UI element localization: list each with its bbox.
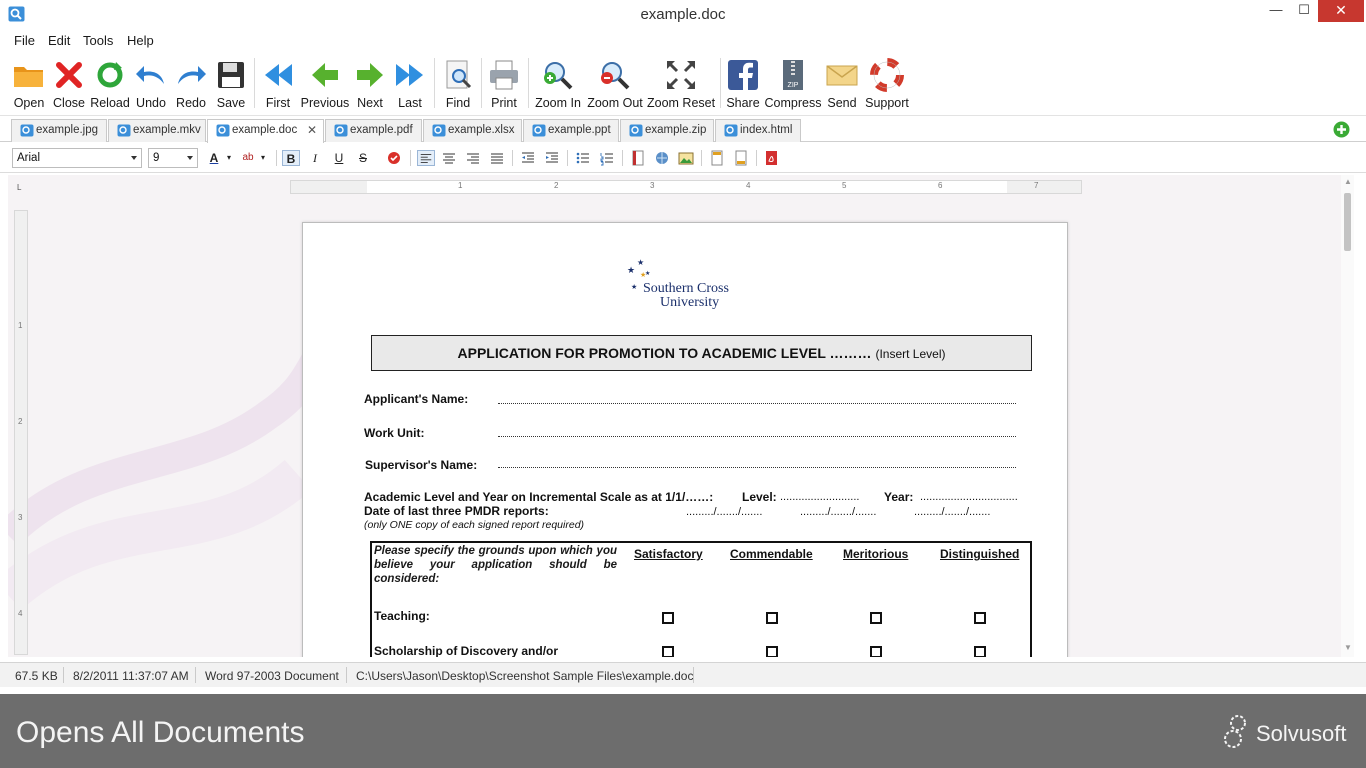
minimize-button[interactable]: —	[1269, 2, 1283, 17]
pmdr-date-1[interactable]: ........./......./.......	[686, 506, 763, 518]
col-commendable: Commendable	[730, 547, 813, 561]
ruler-number: 6	[938, 181, 943, 190]
status-separator	[63, 667, 64, 683]
close-button[interactable]	[50, 54, 88, 114]
last-label: Last	[398, 96, 422, 110]
supervisor-name-label: Supervisor's Name:	[365, 458, 478, 472]
print-button[interactable]	[486, 54, 522, 114]
level-label: Level:	[742, 490, 777, 504]
form-title	[371, 335, 1032, 371]
save-label: Save	[216, 96, 246, 110]
save-button[interactable]	[213, 54, 249, 114]
tab-file-icon	[20, 124, 34, 137]
col-distinguished: Distinguished	[940, 547, 1020, 561]
font-color-button[interactable]: A	[209, 151, 219, 165]
footer-icon[interactable]	[732, 150, 750, 166]
find-button[interactable]	[440, 54, 476, 114]
tab-example-ppt[interactable]	[523, 119, 619, 142]
year-line[interactable]: ................................	[920, 491, 1018, 503]
share-label: Share	[726, 96, 760, 110]
last-button[interactable]	[392, 54, 428, 114]
zoom-in-label: Zoom In	[535, 96, 581, 110]
tab-index-html[interactable]	[715, 119, 801, 142]
promo-banner	[0, 694, 1366, 768]
tab-example-doc[interactable]	[207, 119, 324, 143]
compress-label: Compress	[764, 96, 822, 110]
tab-label: example.xlsx	[448, 124, 515, 136]
close-x-icon	[52, 58, 86, 92]
tab-file-icon	[724, 124, 738, 137]
copy-note: (only ONE copy of each signed report required)	[364, 519, 585, 531]
checkbox-teaching-distinguished[interactable]	[974, 612, 986, 624]
checkbox-scholarship-satisfactory[interactable]	[662, 646, 674, 657]
toolbar-separator	[512, 150, 513, 166]
strikethrough-button[interactable]: S	[358, 151, 367, 165]
redo-button[interactable]	[173, 54, 209, 114]
form-title-insert: (Insert Level)	[875, 347, 946, 361]
align-left-icon[interactable]	[417, 150, 435, 166]
outdent-icon[interactable]	[519, 150, 537, 166]
zoom-out-button[interactable]	[585, 54, 645, 114]
tab-file-icon	[532, 124, 546, 137]
next-button[interactable]	[352, 54, 388, 114]
zip-icon	[776, 58, 810, 92]
vertical-ruler[interactable]	[14, 210, 28, 655]
zoom-out-label: Zoom Out	[587, 96, 643, 110]
col-satisfactory: Satisfactory	[634, 547, 703, 561]
horizontal-ruler[interactable]	[290, 180, 1082, 194]
toolbar-separator	[410, 150, 411, 166]
status-separator	[195, 667, 196, 683]
checkbox-teaching-meritorious[interactable]	[870, 612, 882, 624]
status-bar	[0, 662, 1366, 687]
tab-label: example.doc	[232, 124, 298, 136]
logo-line2: University	[660, 295, 720, 310]
star-icon: ★	[631, 284, 638, 291]
form-title-text: APPLICATION FOR PROMOTION TO ACADEMIC LEVEL ………	[457, 345, 872, 361]
status-separator	[346, 667, 347, 683]
font-family-select[interactable]	[12, 148, 142, 168]
ruler-number: 1	[18, 321, 23, 330]
print-label: Print	[491, 96, 517, 110]
chevron-down-icon	[187, 156, 193, 160]
undo-button[interactable]	[133, 54, 169, 114]
document-workspace[interactable]	[8, 175, 1354, 657]
previous-label: Previous	[300, 96, 350, 110]
work-unit-label: Work Unit:	[364, 426, 425, 440]
toolbar-separator	[720, 58, 721, 108]
previous-icon	[308, 58, 342, 92]
star-icon: ★	[640, 272, 647, 279]
maximize-button[interactable]: ☐	[1298, 2, 1310, 17]
pmdr-label: Date of last three PMDR reports:	[364, 504, 549, 518]
row-teaching: Teaching:	[374, 609, 430, 623]
header-icon[interactable]	[708, 150, 726, 166]
close-label: Close	[53, 96, 85, 110]
bullet-list-icon[interactable]	[574, 150, 592, 166]
reload-button[interactable]	[89, 54, 131, 114]
font-size-value: 9	[153, 152, 160, 164]
year-label: Year:	[884, 490, 914, 504]
star-icon: ★	[645, 271, 651, 277]
vertical-scrollbar[interactable]	[1341, 175, 1354, 657]
grounds-line-1: Please specify the grounds upon which you	[374, 545, 617, 557]
insert-image-icon[interactable]	[677, 150, 695, 166]
ruler-number: 4	[746, 181, 751, 190]
lifebuoy-icon	[870, 58, 904, 92]
document-page[interactable]	[302, 222, 1068, 657]
star-icon: ★	[627, 265, 636, 275]
checkbox-teaching-commendable[interactable]	[766, 612, 778, 624]
row-scholarship: Scholarship of Discovery and/or	[374, 644, 559, 657]
ruler-number: 3	[18, 513, 23, 522]
printer-icon	[487, 58, 521, 92]
status-separator	[693, 667, 694, 683]
grounds-instruction	[374, 544, 617, 586]
level-line[interactable]: ..........................	[780, 491, 860, 503]
add-tab-icon[interactable]	[1333, 121, 1350, 138]
logo-line1: Southern Cross	[643, 281, 729, 296]
zoom-in-button[interactable]	[533, 54, 583, 114]
supervisor-name-line[interactable]	[498, 467, 1016, 468]
banner-headline: Opens All Documents	[16, 716, 305, 749]
support-label: Support	[865, 96, 909, 110]
zoom-reset-label: Zoom Reset	[647, 96, 716, 110]
first-button[interactable]	[260, 54, 296, 114]
bold-button[interactable]: B	[282, 150, 300, 166]
toolbar-separator	[434, 58, 435, 108]
zoom-out-icon	[598, 58, 632, 92]
close-window-button[interactable]: ✕	[1318, 0, 1364, 22]
menu-bar	[0, 30, 1366, 52]
undo-icon	[134, 58, 168, 92]
tab-example-mkv[interactable]	[108, 119, 206, 142]
font-size-select[interactable]	[148, 148, 198, 168]
tab-file-icon	[117, 124, 131, 137]
menu-help[interactable]: Help	[127, 33, 154, 48]
share-button[interactable]	[724, 54, 762, 114]
redo-icon	[174, 58, 208, 92]
toolbar-separator	[528, 58, 529, 108]
grounds-table	[370, 541, 1032, 657]
checkbox-scholarship-meritorious[interactable]	[870, 646, 882, 657]
find-icon	[441, 58, 475, 92]
applicant-name-label: Applicant's Name:	[364, 392, 469, 406]
scroll-up-icon[interactable]: ▲	[1344, 177, 1352, 186]
italic-button[interactable]: I	[313, 151, 317, 165]
main-toolbar	[0, 52, 1366, 116]
envelope-icon	[825, 58, 859, 92]
font-family-value: Arial	[17, 152, 41, 164]
status-path: C:\Users\Jason\Desktop\Screenshot Sample Files\example.doc	[356, 669, 694, 683]
open-label: Open	[13, 96, 45, 110]
ruler-number: 2	[554, 181, 559, 190]
find-label: Find	[445, 96, 471, 110]
first-label: First	[265, 96, 291, 110]
last-icon	[393, 58, 427, 92]
checkbox-teaching-satisfactory[interactable]	[662, 612, 674, 624]
formatting-toolbar	[0, 143, 1366, 173]
tab-label: example.zip	[645, 124, 707, 136]
work-unit-line[interactable]	[498, 436, 1016, 437]
menu-file[interactable]: File	[14, 33, 35, 48]
scroll-down-icon[interactable]: ▼	[1344, 643, 1352, 652]
toolbar-separator	[276, 150, 277, 166]
ruler-number: 3	[650, 181, 655, 190]
pmdr-date-2[interactable]: ........./......./.......	[800, 506, 877, 518]
previous-button[interactable]	[300, 54, 350, 114]
indent-icon[interactable]	[543, 150, 561, 166]
chevron-down-icon[interactable]: ▾	[226, 153, 231, 162]
brand-name: Solvusoft	[1256, 721, 1347, 746]
numbered-list-icon[interactable]	[598, 150, 616, 166]
toolbar-separator	[567, 150, 568, 166]
highlight-button[interactable]: ab	[242, 152, 254, 163]
tab-label: example.mkv	[133, 124, 201, 136]
folder-icon	[12, 58, 46, 92]
title-bar	[0, 0, 1366, 30]
first-icon	[261, 58, 295, 92]
tab-label: index.html	[740, 124, 793, 136]
checkbox-scholarship-commendable[interactable]	[766, 646, 778, 657]
grounds-line-2: believe your application should be considered:	[374, 559, 617, 585]
hyperlink-icon[interactable]	[653, 150, 671, 166]
solvusoft-logo-icon	[1220, 712, 1252, 752]
ruler-number: 1	[458, 181, 463, 190]
checkbox-scholarship-distinguished[interactable]	[974, 646, 986, 657]
tab-example-pdf[interactable]	[325, 119, 422, 142]
ruler-number: 7	[1034, 181, 1039, 190]
ruler-number: 4	[18, 609, 23, 618]
scrollbar-thumb[interactable]	[1344, 193, 1351, 251]
status-doc-type: Word 97-2003 Document	[205, 669, 339, 683]
tab-example-jpg[interactable]	[11, 119, 107, 142]
open-button[interactable]	[9, 54, 49, 114]
academic-level-label: Academic Level and Year on Incremental Scale as at 1/1/……:	[364, 490, 714, 504]
svg-text:ZIP: ZIP	[787, 82, 799, 89]
floppy-icon	[214, 58, 248, 92]
export-pdf-icon[interactable]	[762, 150, 780, 166]
applicant-name-line[interactable]	[498, 403, 1016, 404]
next-label: Next	[357, 96, 383, 110]
tab-example-xlsx[interactable]	[423, 119, 522, 142]
next-icon	[353, 58, 387, 92]
chevron-down-icon[interactable]: ▾	[260, 153, 265, 162]
tab-file-icon	[432, 124, 446, 137]
spellcheck-icon[interactable]	[385, 150, 403, 166]
compress-button[interactable]	[764, 54, 822, 114]
status-date: 8/2/2011 11:37:07 AM	[73, 669, 189, 683]
toolbar-separator	[481, 58, 482, 108]
page-break-icon[interactable]	[629, 150, 647, 166]
zoom-reset-button[interactable]	[647, 54, 715, 114]
tab-label: example.jpg	[36, 124, 99, 136]
tab-file-icon	[629, 124, 643, 137]
tab-file-icon	[334, 124, 348, 137]
toolbar-separator	[701, 150, 702, 166]
col-meritorious: Meritorious	[843, 547, 909, 561]
toolbar-separator	[622, 150, 623, 166]
tab-example-zip[interactable]	[620, 119, 714, 142]
zoom-in-icon	[541, 58, 575, 92]
menu-edit[interactable]: Edit	[48, 33, 71, 48]
toolbar-separator	[254, 58, 255, 108]
align-center-icon[interactable]	[440, 150, 458, 166]
toolbar-separator	[756, 150, 757, 166]
send-label: Send	[827, 96, 857, 110]
redo-label: Redo	[176, 96, 206, 110]
support-button[interactable]	[862, 54, 912, 114]
underline-button[interactable]: U	[334, 151, 344, 165]
document-tab-bar	[0, 117, 1366, 142]
ruler-text-area	[367, 181, 1007, 193]
ruler-corner[interactable]: L	[17, 183, 22, 192]
ruler-number: 5	[842, 181, 847, 190]
reload-label: Reload	[90, 96, 130, 110]
status-file-size: 67.5 KB	[15, 669, 58, 683]
undo-label: Undo	[136, 96, 166, 110]
star-icon: ★	[637, 258, 645, 267]
tab-label: example.ppt	[548, 124, 611, 136]
align-right-icon[interactable]	[464, 150, 482, 166]
tab-close-icon[interactable]: ✕	[306, 123, 317, 137]
chevron-down-icon	[131, 156, 137, 160]
zoom-reset-icon	[664, 58, 698, 92]
send-button[interactable]	[824, 54, 860, 114]
tab-label: example.pdf	[350, 124, 413, 136]
ruler-number: 2	[18, 417, 23, 426]
menu-tools[interactable]: Tools	[83, 33, 114, 48]
reload-icon	[93, 58, 127, 92]
align-justify-icon[interactable]	[488, 150, 506, 166]
pmdr-date-3[interactable]: ........./......./.......	[914, 506, 991, 518]
tab-file-icon	[216, 124, 230, 137]
window-title: example.doc	[640, 6, 726, 23]
facebook-icon	[726, 58, 760, 92]
